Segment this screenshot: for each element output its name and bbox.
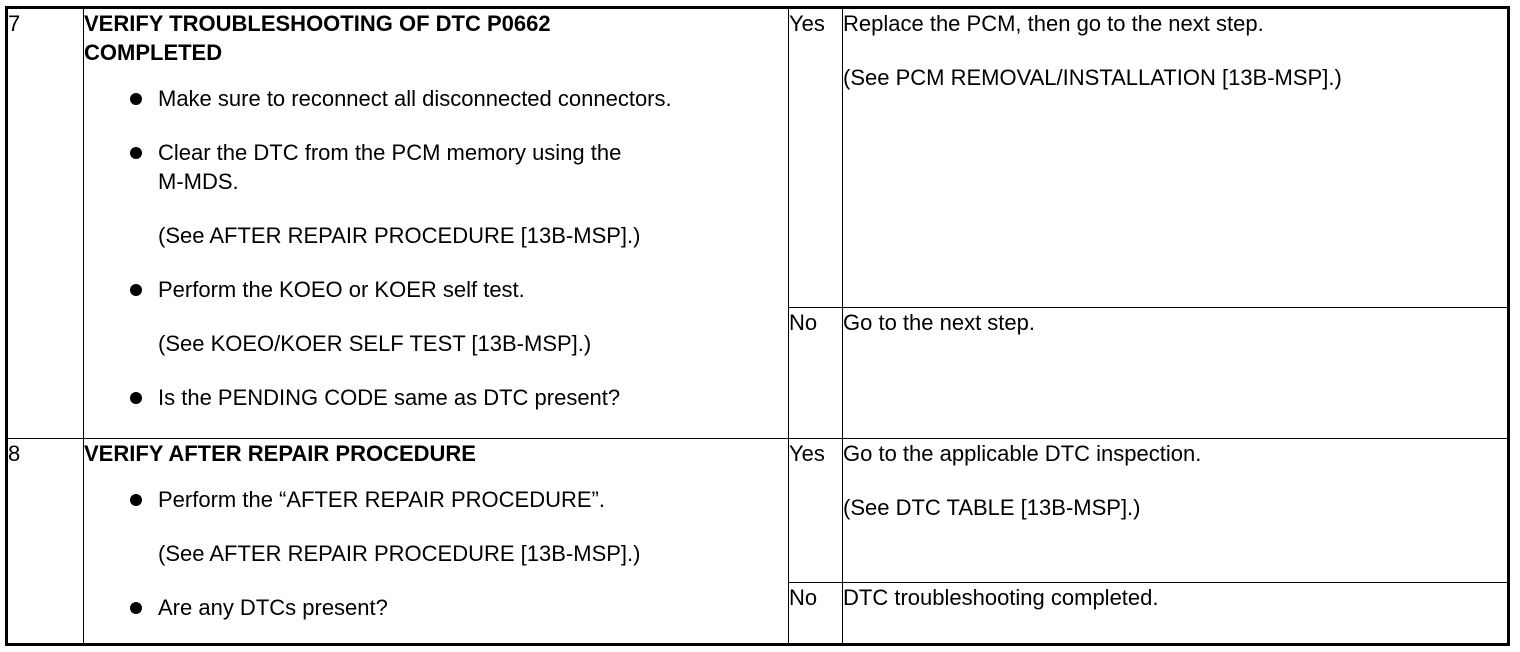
bullet-item: Perform the “AFTER REPAIR PROCEDURE”. [84,485,788,514]
yes-label: Yes [789,8,843,308]
step-number: 7 [7,8,84,439]
no-label: No [789,308,843,439]
troubleshooting-table [5,6,1510,646]
bullet-icon [130,147,142,159]
step-title: VERIFY AFTER REPAIR PROCEDURE [84,441,476,466]
bullet-item: Clear the DTC from the PCM memory using the M-MDS. [84,138,788,196]
reference-text: (See AFTER REPAIR PROCEDURE [13B-MSP].) [158,541,641,566]
bullet-item: Perform the KOEO or KOER self test. [84,275,788,304]
step-number: 8 [7,439,84,645]
bullet-icon [130,93,142,105]
bullet-icon [130,284,142,296]
bullet-icon [130,602,142,614]
step-7-yes-row [7,8,1509,308]
bullet-icon [130,494,142,506]
step-action-cell [84,439,789,645]
bullet-icon [130,392,142,404]
yes-result: Go to the applicable DTC inspection. (See DTC TABLE [13B-MSP].) [843,439,1509,583]
bullet-item: Are any DTCs present? [84,593,788,622]
reference-text: (See AFTER REPAIR PROCEDURE [13B-MSP].) [158,223,641,248]
no-label: No [789,583,843,645]
bullet-item: Is the PENDING CODE same as DTC present? [84,383,788,412]
no-result: DTC troubleshooting completed. [843,583,1509,645]
reference-text: (See KOEO/KOER SELF TEST [13B-MSP].) [158,331,592,356]
step-title: VERIFY TROUBLESHOOTING OF DTC P0662 COMPLETED [84,11,551,65]
bullet-item: Make sure to reconnect all disconnected connectors. [84,84,788,113]
step-8-yes-row [7,439,1509,583]
yes-result: Replace the PCM, then go to the next step. (See PCM REMOVAL/INSTALLATION [13B-MSP].) [843,8,1509,308]
step-action-cell [84,8,789,439]
no-result: Go to the next step. [843,308,1509,439]
yes-label: Yes [789,439,843,583]
